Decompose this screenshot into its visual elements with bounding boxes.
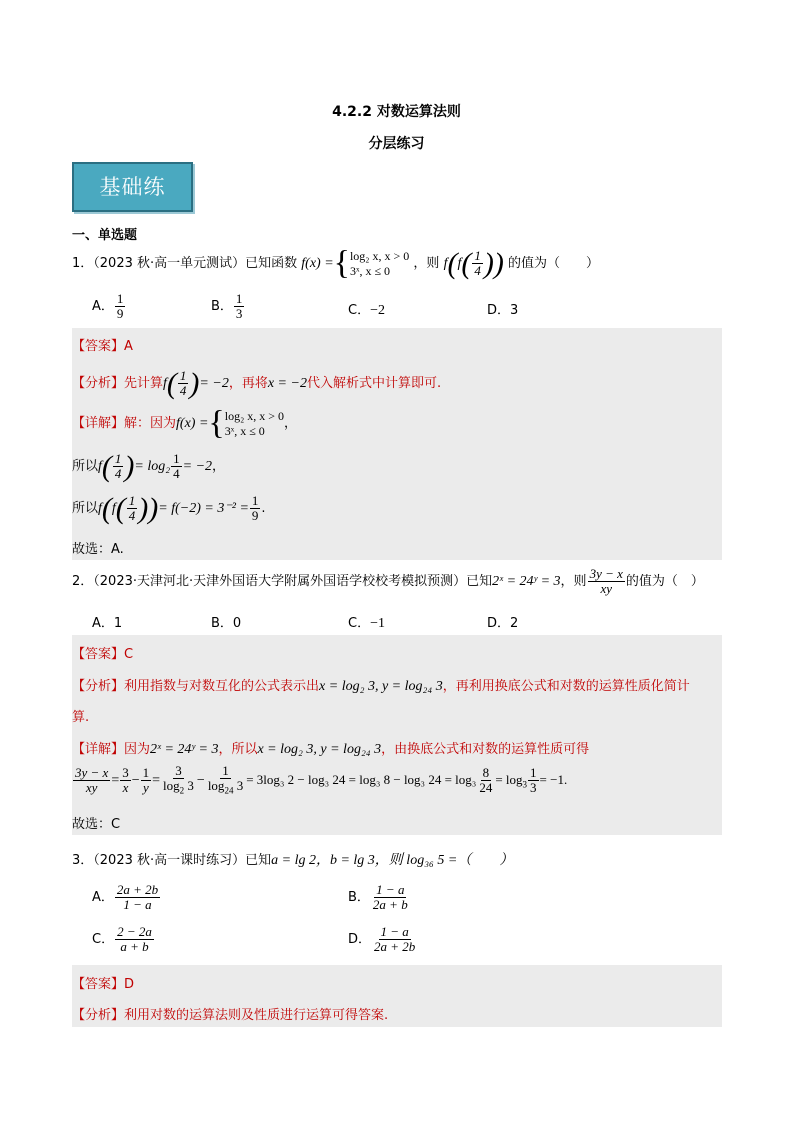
detail-function: f(x) = xyxy=(176,416,209,431)
q1-option-b xyxy=(211,292,245,321)
deriv-frac-3: $\frac{1}{y}$ xyxy=(142,765,150,795)
q2-solution-box xyxy=(72,635,722,835)
line2-frac: $\frac{1}{9}$ xyxy=(251,493,259,523)
frac-num: 2 − 2a xyxy=(117,924,152,939)
q1-stem-text-3: 的值为（ ） xyxy=(507,256,599,271)
analysis-tag: 【分析】 xyxy=(72,679,125,694)
option-value: −2 xyxy=(370,303,385,318)
line1-frac: $\frac{1}{4}$ xyxy=(173,451,180,481)
detail-eq: 2ˣ = 24ʸ = 3 xyxy=(150,742,219,757)
page-subtitle: 分层练习 xyxy=(368,136,425,152)
q3-stem-text: 3．（2023 秋·高一课时练习）已知 xyxy=(72,853,272,868)
analysis-eq-2: x = −2 xyxy=(267,376,307,391)
analysis-eq: x = log₂ 3, y = log₂₄ 3 xyxy=(319,679,443,694)
q1-option-c xyxy=(348,299,385,319)
page-title: 4.2.2 对数运算法则 xyxy=(332,104,461,120)
detail-text: 解：因为 xyxy=(124,416,177,431)
option-frac xyxy=(115,883,160,912)
option-label: B． xyxy=(211,616,233,631)
deriv-frac-2: $\frac{3}{x}$ xyxy=(122,765,129,795)
q2-detail xyxy=(72,738,589,758)
detail-text-2: ，所以 xyxy=(218,742,258,757)
line1-log: = log₂ xyxy=(134,459,171,474)
q1-piece-1: log₂ x, x > 0 xyxy=(349,248,410,263)
analysis-tag: 【分析】 xyxy=(72,376,125,391)
q3-analysis xyxy=(72,1004,388,1023)
q1-option-a xyxy=(92,292,126,321)
line-text: 所以 xyxy=(72,501,99,516)
line2-period: . xyxy=(261,501,266,516)
q1-analysis-expr: f( $\frac{1}{4}$ ) xyxy=(163,366,200,400)
option-value: −1 xyxy=(370,616,385,631)
detail-tag: 【详解】 xyxy=(72,416,125,431)
q1-stem-text: 1．（2023 秋·高一单元测试）已知函数 xyxy=(72,256,298,271)
question-2-stem xyxy=(72,564,704,600)
detail-piecewise xyxy=(225,409,284,439)
frac-den: xy xyxy=(600,581,612,596)
q1-analysis xyxy=(72,366,441,402)
answer-tag: 【答案】 xyxy=(72,339,125,354)
answer-value: A xyxy=(124,339,133,354)
frac-num: 2a + 2b xyxy=(116,882,159,897)
option-value: 0 xyxy=(232,616,242,631)
q2-choose: 故选：C xyxy=(72,817,121,832)
q1-brace: { xyxy=(333,244,350,282)
q1-detail xyxy=(72,406,297,442)
q1-detail-line-1 xyxy=(72,450,225,484)
answer-value: C xyxy=(124,647,134,662)
q2-stem-text-2: ，则 xyxy=(560,574,587,589)
option-label: D． xyxy=(348,932,372,947)
line-text: 所以 xyxy=(72,459,99,474)
deriv-end: = −1. xyxy=(539,772,568,787)
q1-function-name: f(x) = xyxy=(301,256,334,271)
detail-comma: ， xyxy=(284,416,298,431)
option-value: 2 xyxy=(510,616,519,631)
option-frac xyxy=(115,925,154,954)
detail-eq-2: x = log₂ 3, y = log₂₄ 3 xyxy=(257,742,382,757)
q3-option-d xyxy=(348,925,418,954)
q2-stem-text-3: 的值为（ ） xyxy=(625,574,704,589)
option-label: A． xyxy=(92,890,114,905)
detail-text: 因为 xyxy=(124,742,151,757)
analysis-text-2: ，再将 xyxy=(228,376,268,391)
line2-eq: = f(−2) = 3⁻² = xyxy=(158,501,249,516)
frac-num: 3y − x xyxy=(75,765,109,780)
analysis-text-3: 代入解析式中计算即可. xyxy=(306,376,442,391)
q2-analysis-cont: 算. xyxy=(72,710,90,725)
q2-stem-text: 2．（2023·天津河北·天津外国语大学附属外国语学校校考模拟预测）已知 xyxy=(72,574,493,589)
frac-num: 3y − x xyxy=(589,566,623,581)
analysis-text: 先计算 xyxy=(124,376,164,391)
detail-piece-1: log₂ x, x > 0 xyxy=(224,408,285,423)
option-label: C． xyxy=(92,932,115,947)
deriv-frac-1 xyxy=(73,766,110,795)
option-label: B． xyxy=(348,890,370,905)
frac-den: 1 − a xyxy=(123,897,152,912)
q1-option-d xyxy=(487,299,518,318)
q3-answer xyxy=(72,973,134,992)
deriv-frac-5: $\frac{1}{\log_{24} 3}$ xyxy=(207,762,244,796)
option-frac xyxy=(371,883,410,912)
q2-option-b xyxy=(211,612,241,631)
q2-stem-eq: 2ˣ = 24ʸ = 3 xyxy=(492,574,561,589)
detail-tag: 【详解】 xyxy=(72,742,125,757)
q1-option-b-frac: $\frac{1}{3}$ xyxy=(235,291,243,321)
q3-option-b xyxy=(348,883,411,912)
frac-den: 2a + 2b xyxy=(374,939,416,954)
option-label: D． xyxy=(487,616,511,631)
q2-option-d xyxy=(487,612,518,631)
frac-num: 1 − a xyxy=(376,882,405,897)
deriv-frac-6: $\frac{8}{24}$ xyxy=(479,765,493,795)
q2-stem-frac xyxy=(588,567,625,596)
analysis-text: 利用对数的运算法则及性质进行运算可得答案. xyxy=(124,1008,389,1023)
deriv-frac-4: $\frac{3}{\log_2 3}$ xyxy=(163,762,194,796)
frac-den: 2a + b xyxy=(372,897,408,912)
deriv-chain: = 3log₃ 2 − log₃ 24 = log₃ 8 − log₃ 24 = log₃ xyxy=(246,772,477,787)
q1-option-a-frac: $\frac{1}{9}$ xyxy=(116,291,124,321)
option-label: C． xyxy=(348,616,371,631)
line1-result: = −2 xyxy=(182,459,213,474)
section-heading: 一、单选题 xyxy=(72,228,138,243)
q1-piece-2: 3ˣ, x ≤ 0 xyxy=(349,263,391,278)
detail-brace: { xyxy=(208,404,225,442)
analysis-eq: = −2 xyxy=(199,376,229,391)
q1-stem-text-2: ，则 xyxy=(413,256,440,271)
answer-tag: 【答案】 xyxy=(72,647,125,662)
q2-answer xyxy=(72,643,133,662)
q2-derivation: $\frac{3y - x}{xy}$ = $\frac{3}{x}$ − $\frac{1}{y}$ = $\frac{3}{\log_2 3}$ − $\frac{1}{\log_{24} 3}$ = 3log₃ 2 − log₃ 24 = log₃ 8 − log₃ 24 = log₃ $\frac{8}{24}$ = $\log_3$ $\frac{1}{3}$ = −1. xyxy=(75,762,568,796)
q3-option-a xyxy=(92,883,161,912)
q3-stem-eq: a = lg 2，b = lg 3，则 log₃₆ 5 =（ ） xyxy=(271,853,514,868)
frac-den: xy xyxy=(85,780,98,795)
detail-piece-2: 3ˣ, x ≤ 0 xyxy=(224,423,265,438)
level-badge: 基础练 xyxy=(72,162,193,212)
line1-comma: ， xyxy=(212,459,226,474)
q1-detail-line-2 xyxy=(72,492,266,526)
frac-den: a + b xyxy=(120,939,149,954)
q1-answer xyxy=(72,335,133,354)
frac-num: 1 − a xyxy=(380,924,409,939)
q1-piecewise xyxy=(350,249,409,279)
option-value: 1 xyxy=(113,616,123,631)
question-1-stem xyxy=(72,244,599,284)
answer-tag: 【答案】 xyxy=(72,977,125,992)
q2-analysis xyxy=(72,675,690,695)
option-value: 3 xyxy=(510,303,519,318)
option-label: D． xyxy=(487,303,511,318)
analysis-tag: 【分析】 xyxy=(72,1008,125,1023)
q1-nested-expr: f(f( $\frac{1}{4}$ )) xyxy=(443,246,504,280)
option-label: A． xyxy=(92,616,114,631)
q3-option-c xyxy=(92,925,155,954)
option-label: B． xyxy=(211,299,233,314)
option-label: C． xyxy=(348,303,371,318)
question-3-stem xyxy=(72,849,513,869)
line1-lhs: f( $\frac{1}{4}$ ) xyxy=(98,449,135,483)
q2-option-a xyxy=(92,612,122,631)
line2-lhs: f(f( $\frac{1}{4}$ )) xyxy=(98,491,159,525)
answer-value: D xyxy=(124,977,135,992)
option-frac xyxy=(372,925,417,954)
analysis-text: 利用指数与对数互化的公式表示出 xyxy=(124,679,320,694)
q2-option-c xyxy=(348,612,385,632)
option-label: A． xyxy=(92,299,114,314)
detail-text-3: ，由换底公式和对数的运算性质可得 xyxy=(381,742,590,757)
q1-choose: 故选：A. xyxy=(72,542,124,557)
deriv-frac-7: $\frac{1}{3}$ xyxy=(530,765,537,795)
analysis-text-2: ，再利用换底公式和对数的运算性质化简计 xyxy=(442,679,690,694)
